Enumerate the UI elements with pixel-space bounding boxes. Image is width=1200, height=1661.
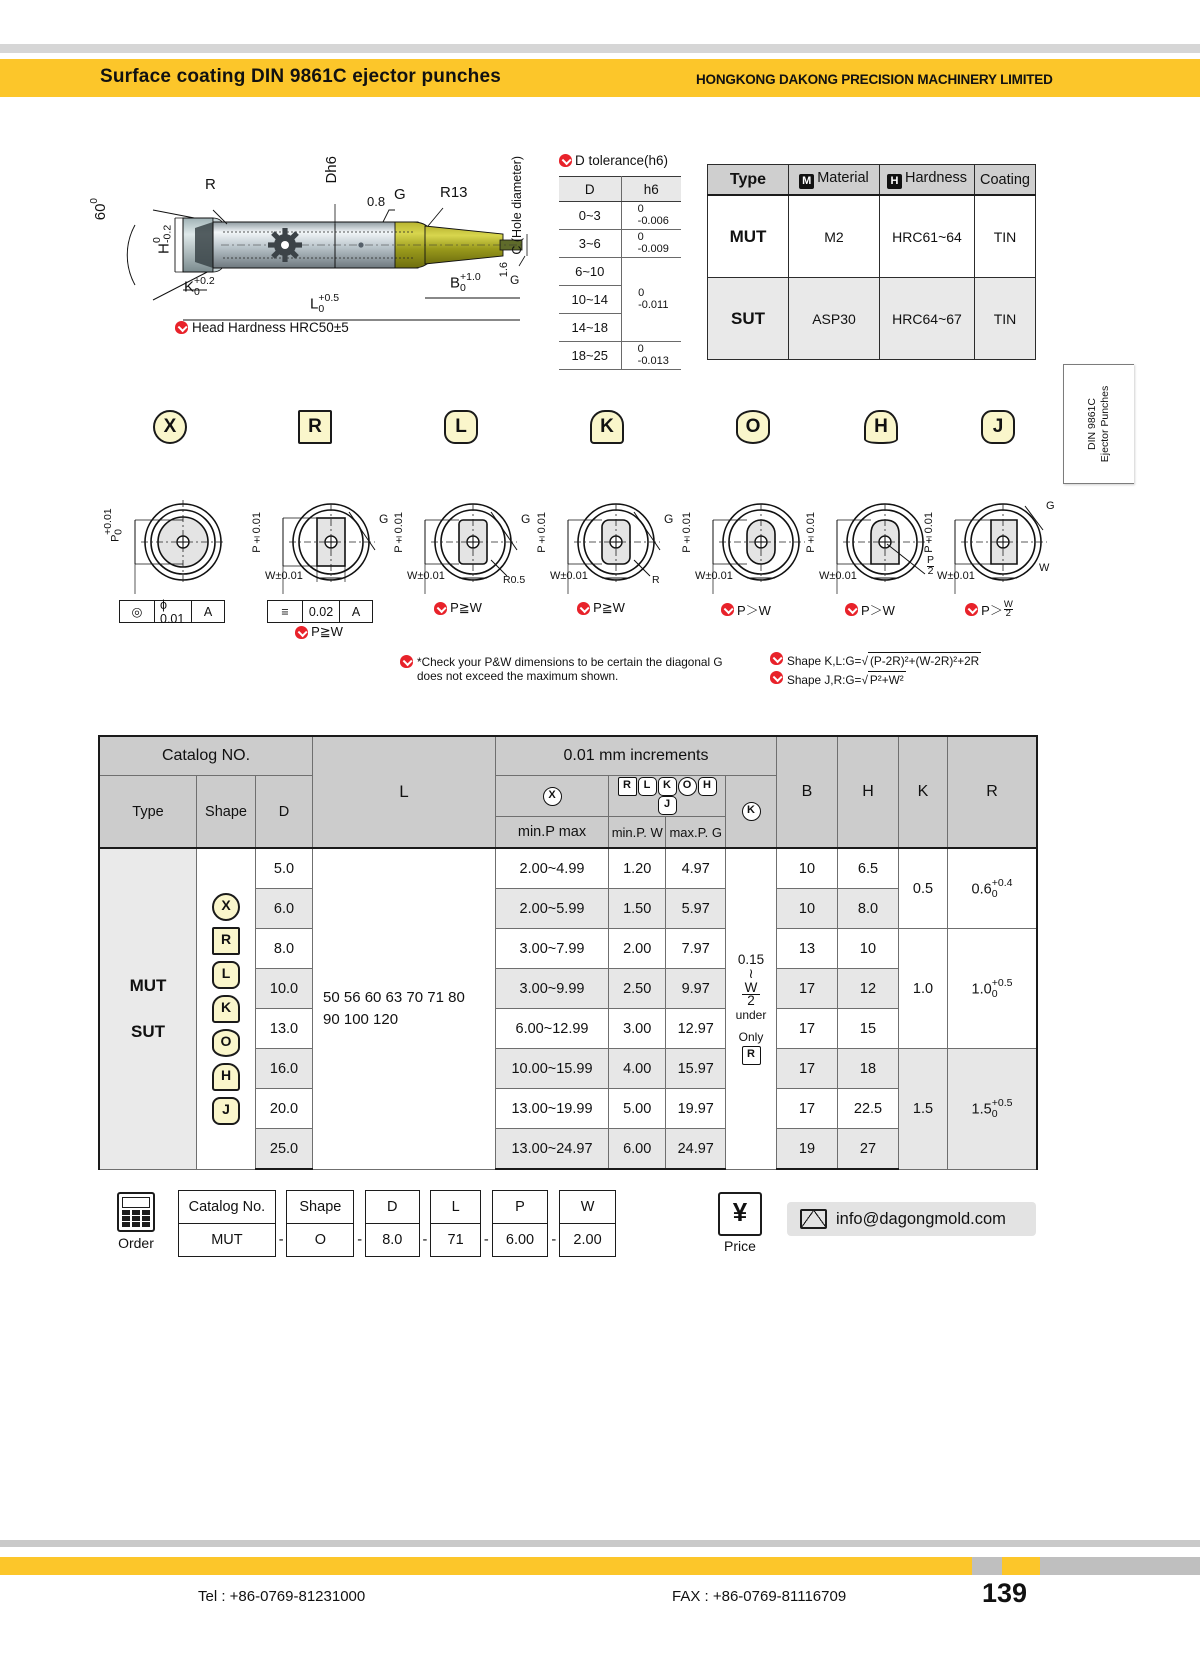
page-title: Surface coating DIN 9861C ejector punches (100, 66, 501, 87)
shape-badge-r: R (298, 410, 332, 444)
shape-cell-j: J (212, 1097, 240, 1125)
cell-D-4: 13.0 (256, 1009, 313, 1049)
mat-hardness-1: HRC64~67 (880, 278, 975, 360)
shape-badge-cell-l (411, 410, 511, 444)
header-L: L (313, 736, 496, 848)
order-value-catalog-no: MUT (179, 1224, 276, 1257)
header-shape: Shape (197, 776, 256, 849)
punch-technical-drawing (89, 150, 535, 350)
cell-K-group-2: 1.5 (899, 1049, 948, 1170)
note-check-pw: *Check your P&W dimensions to be certain the diagonal G does not exceed the maximum shown. (400, 655, 730, 683)
cell-minp-w-2: 2.00 (609, 929, 666, 969)
gd-value-r: 0.02 (303, 601, 340, 622)
header-minp-w: min.P. W (609, 817, 666, 849)
cell-minp-w-1: 1.50 (609, 889, 666, 929)
shape-cell-k: K (212, 995, 240, 1023)
cell-D-1: 6.0 (256, 889, 313, 929)
angle-60-label: $60^0$ (89, 198, 109, 221)
cell-D-3: 10.0 (256, 969, 313, 1009)
order-value-l: 71 (431, 1224, 481, 1257)
balloon-icon (965, 603, 978, 616)
dtol-d-4: 14~18 (559, 314, 621, 342)
d-tolerance-table (559, 176, 681, 370)
mat-header-coating: Coating (975, 165, 1036, 196)
dtol-d-2: 6~10 (559, 258, 621, 286)
dtol-header-h6: h6 (621, 177, 681, 202)
h-p2-label: P 2 (927, 554, 935, 577)
cell-minp-w-4: 3.00 (609, 1009, 666, 1049)
header-type: Type (99, 776, 197, 849)
k-g-dim-label: G (664, 512, 674, 526)
gd-symbol-x: ◎ (120, 601, 155, 622)
l-p-dim-label: P±0.01 (393, 512, 405, 553)
cell-R-group-2: 1.5 +0.5 0 (948, 1049, 1038, 1170)
cell-H-5: 18 (838, 1049, 899, 1089)
balloon-icon (400, 655, 413, 668)
order-dash-5: - (551, 1232, 557, 1248)
shape-badge-x: X (153, 410, 187, 444)
order-dash-4: - (483, 1232, 489, 1248)
table-header-row (559, 177, 681, 202)
mat-header-material: M Material (789, 165, 880, 196)
badge-l-icon: L (638, 777, 657, 796)
badge-k2-icon: K (742, 802, 761, 821)
x-p-dim-label: P +0.01 0 (102, 508, 125, 542)
dim-K-label: K +0.2 0 (184, 275, 215, 298)
cell-H-7: 27 (838, 1129, 899, 1170)
cell-B-6: 17 (777, 1089, 838, 1129)
cell-D-2: 8.0 (256, 929, 313, 969)
cell-maxp-g-6: 19.97 (666, 1089, 726, 1129)
shape-badge-cell-k (557, 410, 657, 444)
j-pw-note: P＞ W 2 (929, 600, 1049, 619)
r-g-dim-label: G (379, 512, 389, 526)
badge-k-icon: K (658, 777, 677, 796)
hardness-icon: H (887, 174, 902, 189)
shape-badge-j: J (981, 410, 1015, 444)
header-D: D (256, 776, 313, 849)
balloon-icon (577, 602, 590, 615)
table-row (708, 278, 1036, 360)
note-formula-jr: Shape J,R:G=√ P²+W² (770, 671, 1050, 688)
cell-minp-w-7: 6.00 (609, 1129, 666, 1170)
table-row (559, 230, 681, 258)
dim-L-label: L +0.5 0 (310, 292, 340, 315)
footer-fax: FAX : +86-0769-81116709 (672, 1588, 847, 1605)
dim-C-label: C (Hole diameter) (510, 156, 524, 255)
side-tab-line2: Ejector Punches (1099, 385, 1111, 463)
header-maxp-g: max.P. G (666, 817, 726, 849)
dtol-d-1: 3~6 (559, 230, 621, 258)
header-minp-max: min.P max (496, 817, 609, 849)
balloon-icon (175, 321, 188, 334)
l-pw-note: P≧W (403, 600, 513, 616)
cell-L-values: 50 56 60 63 70 71 80 90 100 120 (313, 848, 496, 1169)
price-label: Price (724, 1238, 756, 1254)
cell-B-3: 17 (777, 969, 838, 1009)
cell-K-group-0: 0.5 (899, 848, 948, 929)
surface-08-label: 0.8 (367, 194, 386, 209)
order-label: Order (118, 1235, 154, 1251)
header-increments: 0.01 mm increments (496, 736, 777, 776)
dtol-h6-0: 0 -0.006 (621, 202, 681, 230)
gd-frame-x (119, 597, 225, 626)
k-r-label: R (652, 574, 660, 586)
k-w-dim-label: W±0.01 (550, 570, 588, 582)
l-w-dim-label: W±0.01 (407, 570, 445, 582)
balloon-icon (721, 603, 734, 616)
table-row (708, 195, 1036, 278)
dtol-d-0: 0~3 (559, 202, 621, 230)
header-badge-group (609, 776, 726, 817)
badge-h-icon: H (698, 777, 717, 796)
cross-section-row (95, 490, 1055, 650)
cell-B-7: 19 (777, 1129, 838, 1170)
table-row (179, 1224, 616, 1257)
cell-maxp-g-7: 24.97 (666, 1129, 726, 1170)
h-pw-note: P＞W (815, 600, 925, 619)
surface-G2-label: G (510, 273, 520, 287)
balloon-icon (559, 154, 572, 167)
r-under: under (735, 1007, 767, 1022)
cell-B-2: 13 (777, 929, 838, 969)
cell-minp-w-5: 4.00 (609, 1049, 666, 1089)
k-p-dim-label: P±0.01 (536, 512, 548, 553)
shape-badge-l: L (444, 410, 478, 444)
shape-badge-cell-o (703, 410, 803, 444)
gd-value-x: ϕ 0.01 (155, 601, 192, 622)
cell-H-0: 6.5 (838, 848, 899, 889)
note-formula-kl: Shape K,L:G=√ (P-2R)²+(W-2R)²+2R (770, 652, 1050, 669)
cell-minp-w-3: 2.50 (609, 969, 666, 1009)
order-header-w: W (560, 1191, 616, 1224)
shape-badge-h: H (864, 410, 898, 444)
shape-cell-l: L (212, 961, 240, 989)
dim-H-label: H 0 -0.2 (151, 225, 174, 254)
order-header-shape: Shape (287, 1191, 354, 1224)
r-wave: ≀ (748, 965, 754, 981)
j-w-dim-label: W±0.01 (937, 570, 975, 582)
cell-B-0: 10 (777, 848, 838, 889)
footer-accent-bar (0, 1540, 1200, 1547)
surface-G-label: G (394, 186, 406, 203)
cell-D-7: 25.0 (256, 1129, 313, 1170)
cell-B-4: 17 (777, 1009, 838, 1049)
order-dash-3: - (422, 1232, 428, 1248)
price-block (716, 1192, 764, 1254)
mat-coating-0: TIN (975, 195, 1036, 278)
badge-j-icon: J (658, 796, 677, 815)
o-pw-note: P＞W (691, 600, 801, 619)
cell-type-group (99, 848, 197, 1169)
header-badge-x (496, 776, 609, 817)
order-header-d: D (365, 1191, 419, 1224)
shape-badge-o: O (736, 410, 770, 444)
order-example-table (178, 1190, 616, 1257)
dim-B-label: B +1.0 0 (450, 271, 481, 294)
catalog-table (98, 735, 1038, 1170)
surface-16-label: 1.6 (498, 262, 510, 278)
table-row (99, 848, 1037, 889)
cell-minp-max-3: 3.00~9.99 (496, 969, 609, 1009)
h-p-dim-label: P±0.01 (805, 512, 817, 553)
cell-minp-max-0: 2.00~4.99 (496, 848, 609, 889)
cell-shape-group (197, 848, 256, 1169)
table-row (559, 202, 681, 230)
cell-H-4: 15 (838, 1009, 899, 1049)
cross-section-x (102, 490, 255, 650)
shape-badge-cell-j (948, 410, 1048, 444)
gd-datum-r: A (351, 604, 361, 619)
gd-datum-x: A (203, 604, 213, 619)
material-table (707, 164, 1036, 360)
cell-D-5: 16.0 (256, 1049, 313, 1089)
shape-badge-cell-h (831, 410, 931, 444)
shape-cell-r: R (212, 927, 240, 955)
table-header-row (99, 736, 1037, 776)
top-accent-bar (0, 44, 1200, 53)
dim-R13-label: R13 (440, 184, 468, 201)
order-header-catalog-no: Catalog No. (179, 1191, 276, 1224)
shape-cell-h: H (212, 1063, 240, 1091)
material-icon: M (799, 174, 814, 189)
side-tab-line1: DIN 9861C (1086, 398, 1098, 450)
dtol-d-5: 18~25 (559, 342, 621, 370)
cell-B-1: 10 (777, 889, 838, 929)
mat-hardness-0: HRC61~64 (880, 195, 975, 278)
dtol-d-3: 10~14 (559, 286, 621, 314)
k-pw-note: P≧W (546, 600, 656, 616)
mat-header-type: Type (708, 165, 789, 196)
cell-maxp-g-2: 7.97 (666, 929, 726, 969)
cell-minp-max-7: 13.00~24.97 (496, 1129, 609, 1170)
mat-coating-1: TIN (975, 278, 1036, 360)
order-icon-block (113, 1192, 159, 1251)
r-w: W (742, 982, 761, 995)
mat-header-hardness: H Hardness (880, 165, 975, 196)
footer-tel: Tel : +86-0769-81231000 (198, 1588, 366, 1605)
cell-R-group-1: 1.0 +0.5 0 (948, 929, 1038, 1049)
envelope-icon (800, 1209, 827, 1229)
cell-D-0: 5.0 (256, 848, 313, 889)
cell-B-5: 17 (777, 1049, 838, 1089)
cell-minp-max-5: 10.00~15.99 (496, 1049, 609, 1089)
cell-R-group-0: 0.6 +0.4 0 (948, 848, 1038, 929)
footer-band (0, 1557, 1200, 1575)
l-g-dim-label: G (521, 512, 531, 526)
company-name: HONGKONG DAKONG PRECISION MACHINERY LIMITED (696, 72, 1053, 87)
gd-frame-r (267, 600, 373, 623)
l-r05-label: R0.5 (503, 574, 526, 586)
cell-H-1: 8.0 (838, 889, 899, 929)
balloon-icon (295, 626, 308, 639)
dim-Dh6-label: Dh6 (323, 156, 340, 184)
dtol-header-d: D (559, 177, 621, 202)
page-number: 139 (982, 1578, 1028, 1608)
header-B: B (777, 736, 838, 848)
h-w-dim-label: W±0.01 (819, 570, 857, 582)
order-dash-1: - (278, 1232, 284, 1248)
cell-R-tolerance (726, 848, 777, 1169)
cell-minp-max-1: 2.00~5.99 (496, 889, 609, 929)
r-2: 2 (747, 992, 755, 1008)
badge-o-icon: O (678, 777, 697, 796)
cell-H-6: 22.5 (838, 1089, 899, 1129)
dtol-h6-5: 0 -0.013 (621, 342, 681, 370)
cell-maxp-g-5: 15.97 (666, 1049, 726, 1089)
j-w-label: W (1039, 562, 1050, 574)
cell-maxp-g-1: 5.97 (666, 889, 726, 929)
order-value-w: 2.00 (560, 1224, 616, 1257)
shape-cell-x: X (212, 893, 240, 921)
cell-maxp-g-3: 9.97 (666, 969, 726, 1009)
shape-cell-o: O (212, 1029, 240, 1057)
header-K: K (899, 736, 948, 848)
mat-material-1: ASP30 (789, 278, 880, 360)
cross-section-l (395, 490, 545, 650)
header-H: H (838, 736, 899, 848)
balloon-icon (845, 603, 858, 616)
cell-D-6: 20.0 (256, 1089, 313, 1129)
r-w-dim-label: W±0.01 (265, 570, 303, 582)
table-header-row (708, 165, 1036, 196)
table-row (559, 258, 681, 286)
cell-maxp-g-0: 4.97 (666, 848, 726, 889)
balloon-icon (770, 671, 783, 684)
order-header-p: P (492, 1191, 548, 1224)
o-w-dim-label: W±0.01 (695, 570, 733, 582)
cross-section-j (925, 490, 1075, 650)
dtol-h6-2: 0 -0.011 (621, 258, 681, 342)
badge-x-icon: X (543, 787, 562, 806)
d-tolerance-title: D tolerance(h6) (559, 153, 668, 168)
gd-symbol-r: ≡ (268, 601, 303, 622)
shape-badge-cell-r (265, 410, 365, 444)
order-header-l: L (431, 1191, 481, 1224)
dim-R-label: R (205, 176, 216, 193)
shape-badge-cell-x (120, 410, 220, 444)
order-value-shape: O (287, 1224, 354, 1257)
email-contact-pill[interactable] (787, 1202, 1036, 1236)
cell-minp-max-6: 13.00~19.99 (496, 1089, 609, 1129)
cell-H-2: 10 (838, 929, 899, 969)
yen-icon: ¥ (718, 1192, 762, 1236)
j-g-dim-label: G (1046, 500, 1055, 512)
shape-badge-k: K (590, 410, 624, 444)
shape-badge-row (100, 410, 1040, 458)
dtol-h6-1: 0 -0.009 (621, 230, 681, 258)
r-p-dim-label: P±0.01 (251, 512, 263, 553)
table-header-row (179, 1191, 616, 1224)
d-tolerance-table-wrap (559, 176, 681, 370)
r-badge-icon: R (742, 1046, 761, 1065)
type-mut: MUT (129, 975, 167, 995)
cell-H-3: 12 (838, 969, 899, 1009)
cell-K-group-1: 1.0 (899, 929, 948, 1049)
order-dash-2: - (357, 1232, 363, 1248)
cross-section-k (538, 490, 688, 650)
header-catalog-no: Catalog NO. (99, 736, 313, 776)
email-address[interactable]: info@dagongmold.com (836, 1209, 1006, 1228)
header-R: R (948, 736, 1038, 848)
head-hardness-note: Head Hardness HRC50±5 (175, 320, 349, 335)
type-sut: SUT (131, 1021, 165, 1041)
r-pw-note: P≧W (267, 624, 371, 640)
r-only: Only (738, 1029, 764, 1044)
order-value-p: 6.00 (492, 1224, 548, 1257)
mat-material-0: M2 (789, 195, 880, 278)
cell-minp-w-6: 5.00 (609, 1089, 666, 1129)
header-badge-k (726, 776, 777, 849)
cross-section-x-svg (102, 490, 255, 598)
cell-minp-max-2: 3.00~7.99 (496, 929, 609, 969)
order-value-d: 8.0 (365, 1224, 419, 1257)
j-p-dim-label: P±0.01 (923, 512, 935, 553)
r-top-value: 0.15 (737, 951, 765, 967)
note-formulas (770, 652, 1050, 690)
section-side-tab (1063, 364, 1134, 484)
table-row (559, 342, 681, 370)
mat-type-0: MUT (708, 195, 789, 278)
calculator-icon (117, 1192, 155, 1232)
cell-minp-max-4: 6.00~12.99 (496, 1009, 609, 1049)
cell-minp-w-0: 1.20 (609, 848, 666, 889)
o-p-dim-label: P±0.01 (681, 512, 693, 553)
balloon-icon (770, 652, 783, 665)
mat-type-1: SUT (708, 278, 789, 360)
cell-maxp-g-4: 12.97 (666, 1009, 726, 1049)
cross-section-r (253, 490, 403, 650)
badge-r-icon: R (618, 777, 637, 796)
balloon-icon (434, 602, 447, 615)
